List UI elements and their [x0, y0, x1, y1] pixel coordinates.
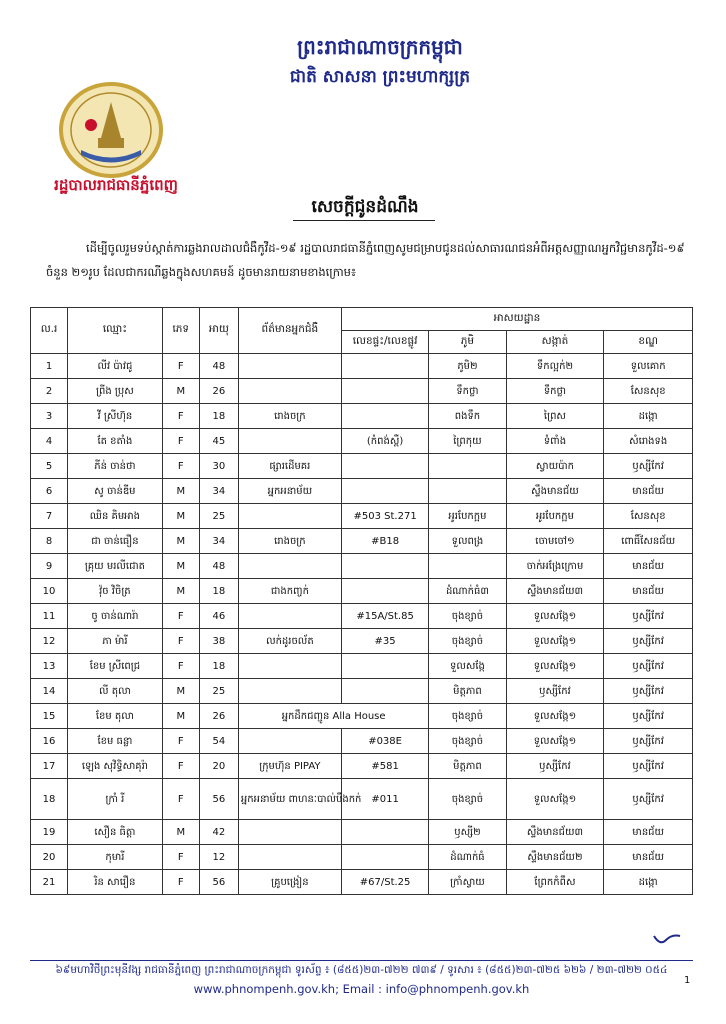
cell-name: សូ ចាន់ឌីម: [68, 479, 163, 504]
cell-house: [341, 654, 429, 679]
cell-commune: ទួលសង្កែ១: [506, 629, 604, 654]
cell-age: 48: [199, 354, 238, 379]
cell-age: 56: [199, 870, 238, 895]
cell-sex: F: [162, 870, 199, 895]
cell-sex: M: [162, 379, 199, 404]
cell-age: 12: [199, 845, 238, 870]
cell-no: 13: [31, 654, 68, 679]
cell-village: អូរបែកក្អម: [429, 504, 506, 529]
cell-name: ខែម ស្រីពេជ្រ: [68, 654, 163, 679]
header-sex: ភេទ: [162, 308, 199, 354]
cell-name: ក្រាំ រី: [68, 779, 163, 820]
cell-no: 7: [31, 504, 68, 529]
cell-info: [238, 845, 341, 870]
cell-house: [341, 354, 429, 379]
cell-village: [429, 454, 506, 479]
cell-info: រោងចក្រ: [238, 529, 341, 554]
header-house: លេខផ្ទះ/លេខផ្លូវ: [341, 331, 429, 354]
cell-village: មិត្តភាព: [429, 754, 506, 779]
cell-info: អ្នកអនាម័យ: [238, 479, 341, 504]
cell-village: ពងទឹក: [429, 404, 506, 429]
cell-age: 34: [199, 479, 238, 504]
table-row: [31, 379, 693, 404]
cell-district: ទួលគោក: [604, 354, 693, 379]
cell-age: 48: [199, 554, 238, 579]
cell-name: គ្រុយ មរលីជោត: [68, 554, 163, 579]
cell-district: មានជ័យ: [604, 579, 693, 604]
cell-info: គ្រូបង្រៀន: [238, 870, 341, 895]
cell-info: [238, 354, 341, 379]
cell-sex: F: [162, 354, 199, 379]
cell-commune: ឫស្សីកែវ: [506, 679, 604, 704]
header-name: ឈ្មោះ: [68, 308, 163, 354]
cell-info: [238, 729, 341, 754]
organization-name: រដ្ឋបាលរាជធានីភ្នំពេញ: [54, 176, 178, 194]
table-row: [31, 704, 693, 729]
cell-info: [238, 604, 341, 629]
cell-commune: ព្រែកកំពឹស: [506, 870, 604, 895]
cell-name: ខែម ធន្លា: [68, 729, 163, 754]
table-row: [31, 629, 693, 654]
cell-district: ដង្កោ: [604, 870, 693, 895]
cell-info: [238, 504, 341, 529]
header-district: ខណ្ឌ: [604, 331, 693, 354]
cell-sex: M: [162, 820, 199, 845]
cell-village: ទួលពង្រ: [429, 529, 506, 554]
cell-house: [341, 554, 429, 579]
cell-commune: ចាក់អង្រែក្រោម: [506, 554, 604, 579]
cell-age: 25: [199, 679, 238, 704]
cell-district: ឫស្សីកែវ: [604, 654, 693, 679]
cell-house: [341, 404, 429, 429]
cell-age: 34: [199, 529, 238, 554]
cell-name: ភីន់ ចាន់ថា: [68, 454, 163, 479]
cell-district: ឫស្សីកែវ: [604, 779, 693, 820]
cell-village: [429, 479, 506, 504]
cell-district: សែនសុខ: [604, 379, 693, 404]
header-info: ព័ត៌មានអ្នកជំងឺ: [238, 308, 341, 354]
cell-house: #35: [341, 629, 429, 654]
cell-sex: M: [162, 704, 199, 729]
cell-name: ខែម តុលា: [68, 704, 163, 729]
table-row: [31, 845, 693, 870]
cell-name: តែ ខតាំង: [68, 429, 163, 454]
cell-district: ឫស្សីកែវ: [604, 604, 693, 629]
table-row: [31, 529, 693, 554]
table-row: [31, 820, 693, 845]
header-commune: សង្កាត់: [506, 331, 604, 354]
cell-sex: M: [162, 504, 199, 529]
cell-name: វី ស្រីហ៊ុន: [68, 404, 163, 429]
table-row: [31, 870, 693, 895]
cell-district: មានជ័យ: [604, 845, 693, 870]
cell-village: មិត្តភាព: [429, 679, 506, 704]
cell-info: [238, 379, 341, 404]
cell-commune: ទួលសង្កែ១: [506, 779, 604, 820]
cell-info: ជាងកញ្ចក់: [238, 579, 341, 604]
cell-commune: ឫស្សីកែវ: [506, 754, 604, 779]
cell-village: ចុងខ្សាច់: [429, 779, 506, 820]
cell-info-merged: អ្នកដឹកជញ្ជូន Alla House: [238, 704, 428, 729]
cell-house: #67/St.25: [341, 870, 429, 895]
cell-no: 6: [31, 479, 68, 504]
cell-district: មានជ័យ: [604, 554, 693, 579]
cell-no: 20: [31, 845, 68, 870]
cell-age: 42: [199, 820, 238, 845]
cell-no: 11: [31, 604, 68, 629]
cell-commune: ទំពាំង: [506, 429, 604, 454]
cell-age: 18: [199, 404, 238, 429]
cell-house: #581: [341, 754, 429, 779]
cell-house: #038E: [341, 729, 429, 754]
cell-no: 4: [31, 429, 68, 454]
cell-commune: ទួលសង្កែ១: [506, 704, 604, 729]
cell-info: [238, 820, 341, 845]
cell-village: ឫស្សី២: [429, 820, 506, 845]
cell-commune: ស្វាយប៉ាក: [506, 454, 604, 479]
cell-sex: F: [162, 404, 199, 429]
cell-house: #15A/St.85: [341, 604, 429, 629]
cell-commune: ទួលសង្កែ១: [506, 654, 604, 679]
cell-age: 18: [199, 654, 238, 679]
cell-name: ភា ម៉ារី: [68, 629, 163, 654]
header-village: ភូមិ: [429, 331, 506, 354]
cell-no: 9: [31, 554, 68, 579]
cell-district: ពោធិ៍សែនជ័យ: [604, 529, 693, 554]
heading-underline: [293, 220, 435, 221]
cell-info: រោងចក្រ: [238, 404, 341, 429]
table-row: [31, 754, 693, 779]
page-number: 1: [684, 975, 691, 986]
cell-sex: M: [162, 679, 199, 704]
footer-address: ៦៩មហាវិថីព្រះមុនីវង្ស រាជធានីភ្នំពេញ ព្រះរាជាណាចក្រកម្ពុជា ទូរស័ព្ទ ៖ (៨៥៥)២៣-៧២២ ៧៣៩ / ទូរសារ ៖ (៨៥៥)២៣-៧២៥ ៦២៦ / ២៣-៧២២ ០៥៤: [55, 964, 668, 976]
cell-village: ភូមិ២: [429, 354, 506, 379]
cell-village: ព្រៃកុយ: [429, 429, 506, 454]
cell-house: [341, 820, 429, 845]
cell-name: ព្រីង ប្រុស: [68, 379, 163, 404]
cell-commune: ស្ទឹងមានជ័យ៣: [506, 579, 604, 604]
cell-name: ចូ ចាន់ណារ៉ា: [68, 604, 163, 629]
cell-house: [341, 679, 429, 704]
cell-age: 46: [199, 604, 238, 629]
cell-age: 56: [199, 779, 238, 820]
cell-village: ទួលសង្កែ: [429, 654, 506, 679]
table-row: [31, 554, 693, 579]
cell-house: [341, 379, 429, 404]
cell-commune: ស្ទឹងមានជ័យ២: [506, 845, 604, 870]
cell-commune: ទួលសង្កែ១: [506, 729, 604, 754]
cell-commune: ព្រៃស: [506, 404, 604, 429]
cell-sex: F: [162, 629, 199, 654]
cell-district: ឫស្សីកែវ: [604, 729, 693, 754]
cell-info: ផ្សារដើមគរ: [238, 454, 341, 479]
cell-village: [429, 554, 506, 579]
cell-info: [238, 429, 341, 454]
cell-name: វ៉ុច វិចិត្រ: [68, 579, 163, 604]
cell-sex: F: [162, 845, 199, 870]
cell-age: 45: [199, 429, 238, 454]
cell-sex: F: [162, 729, 199, 754]
cell-village: ដំណាក់ធំ៣: [429, 579, 506, 604]
table-row: [31, 679, 693, 704]
cell-no: 10: [31, 579, 68, 604]
cell-age: 38: [199, 629, 238, 654]
cell-sex: M: [162, 529, 199, 554]
cell-age: 25: [199, 504, 238, 529]
table-row: [31, 779, 693, 820]
cell-village: ចុងខ្សាច់: [429, 704, 506, 729]
cell-info: [238, 554, 341, 579]
cell-no: 3: [31, 404, 68, 429]
footer-web-email: www.phnompenh.gov.kh; Email : info@phnompenh.gov.kh: [193, 982, 530, 996]
cell-no: 18: [31, 779, 68, 820]
cell-name: សឿន ធិត្តា: [68, 820, 163, 845]
cell-commune: ទឹកថ្លា: [506, 379, 604, 404]
cell-district: ឫស្សីកែវ: [604, 754, 693, 779]
cell-sex: M: [162, 479, 199, 504]
cell-village: ចុងខ្សាច់: [429, 729, 506, 754]
cell-district: ឫស្សីកែវ: [604, 629, 693, 654]
cell-info: ក្រុមហ៊ុន PIPAY: [238, 754, 341, 779]
cell-village: ចុងខ្សាច់: [429, 629, 506, 654]
cell-age: 20: [199, 754, 238, 779]
cell-district: ឫស្សីកែវ: [604, 679, 693, 704]
cell-name: លី តុលា: [68, 679, 163, 704]
cell-no: 12: [31, 629, 68, 654]
intro-paragraph: ដើម្បីចូលរួមទប់ស្កាត់ការឆ្លងរាលដាលជំងឺកូវីដ-១៩ រដ្ឋបាលរាជធានីភ្នំពេញសូមជម្រាបជូនដល់សាធារណជនអំពីអត្តសញ្ញាណអ្នកវិជ្ជមានកូវីដ-១៩ ចំនួន ២១រូប ដែលជាករណីឆ្លងក្នុងសហគមន៍ ដូចមានរាយនាមខាងក្រោម៖: [46, 241, 685, 279]
cell-commune: ស្ទឹងមានជ័យ៣: [506, 820, 604, 845]
cell-age: 26: [199, 379, 238, 404]
cell-district: សែនសុខ: [604, 504, 693, 529]
cell-sex: F: [162, 454, 199, 479]
patient-table: [30, 307, 693, 895]
table-row: [31, 654, 693, 679]
footer-divider: [30, 960, 693, 961]
cell-village: ក្រាំស្វាយ: [429, 870, 506, 895]
cell-house: [341, 845, 429, 870]
cell-no: 1: [31, 354, 68, 379]
cell-name: ឈិន គិមអាង: [68, 504, 163, 529]
cell-info: អ្នកអនាម័យ ពាហនៈបាល់បឹងកក់: [238, 779, 341, 820]
header-no: ល.រ: [31, 308, 68, 354]
cell-sex: M: [162, 554, 199, 579]
cell-no: 2: [31, 379, 68, 404]
cell-name: ជា ចាន់ធឿន: [68, 529, 163, 554]
header-age: អាយុ: [199, 308, 238, 354]
table-row: [31, 729, 693, 754]
national-motto: ជាតិ សាសនា ព្រះមហាក្សត្រ: [289, 67, 471, 87]
table-row: [31, 429, 693, 454]
cell-commune: អូរបែកក្អម: [506, 504, 604, 529]
city-seal-emblem: [56, 80, 166, 180]
cell-no: 21: [31, 870, 68, 895]
cell-district: ដង្កោ: [604, 404, 693, 429]
cell-village: ដំណាក់ធំ: [429, 845, 506, 870]
cell-house: #503 St.271: [341, 504, 429, 529]
cell-house: (កំពង់ស្ពឺ): [341, 429, 429, 454]
cell-info: [238, 654, 341, 679]
table-row: [31, 479, 693, 504]
cell-no: 16: [31, 729, 68, 754]
table-row: [31, 604, 693, 629]
cell-sex: F: [162, 429, 199, 454]
table-row: [31, 579, 693, 604]
document-heading: សេចក្តីជូនដំណឹង: [311, 197, 419, 217]
cell-house: [341, 579, 429, 604]
cell-district: មានជ័យ: [604, 479, 693, 504]
cell-house: [341, 454, 429, 479]
handwritten-mark-icon: [652, 932, 682, 946]
cell-sex: F: [162, 779, 199, 820]
cell-sex: M: [162, 579, 199, 604]
cell-no: 14: [31, 679, 68, 704]
table-row: [31, 354, 693, 379]
cell-no: 15: [31, 704, 68, 729]
cell-house: [341, 479, 429, 504]
cell-district: សំរោងទង: [604, 429, 693, 454]
cell-sex: F: [162, 754, 199, 779]
cell-village: ទឹកថ្លា: [429, 379, 506, 404]
cell-name: ឡេង សុវិទ្ធិសាគុរ៉ា: [68, 754, 163, 779]
cell-commune: ចោមចៅ១: [506, 529, 604, 554]
cell-district: ឫស្សីកែវ: [604, 704, 693, 729]
cell-no: 19: [31, 820, 68, 845]
cell-name: រិន សារឿន: [68, 870, 163, 895]
cell-no: 5: [31, 454, 68, 479]
table-row: [31, 404, 693, 429]
cell-commune: ទួលសង្កែ១: [506, 604, 604, 629]
cell-village: ចុងខ្សាច់: [429, 604, 506, 629]
cell-district: ឫស្សីកែវ: [604, 454, 693, 479]
kingdom-title: ព្រះរាជាណាចក្រកម្ពុជា: [297, 35, 463, 59]
cell-house: #011: [341, 779, 429, 820]
cell-no: 17: [31, 754, 68, 779]
cell-name: លីវ ប៉ាវជូ: [68, 354, 163, 379]
header-address: អាសយដ្ឋាន: [341, 308, 692, 331]
cell-name: កុមារី: [68, 845, 163, 870]
cell-sex: F: [162, 604, 199, 629]
table-row: [31, 454, 693, 479]
cell-no: 8: [31, 529, 68, 554]
cell-sex: F: [162, 654, 199, 679]
cell-info: លក់ដូរចល័ត: [238, 629, 341, 654]
cell-house: #B18: [341, 529, 429, 554]
table-row: [31, 504, 693, 529]
cell-commune: ទឹកល្អក់២: [506, 354, 604, 379]
cell-commune: ស្ទឹងមានជ័យ: [506, 479, 604, 504]
cell-info: [238, 679, 341, 704]
cell-age: 18: [199, 579, 238, 604]
cell-district: មានជ័យ: [604, 820, 693, 845]
cell-age: 30: [199, 454, 238, 479]
cell-age: 54: [199, 729, 238, 754]
cell-age: 26: [199, 704, 238, 729]
